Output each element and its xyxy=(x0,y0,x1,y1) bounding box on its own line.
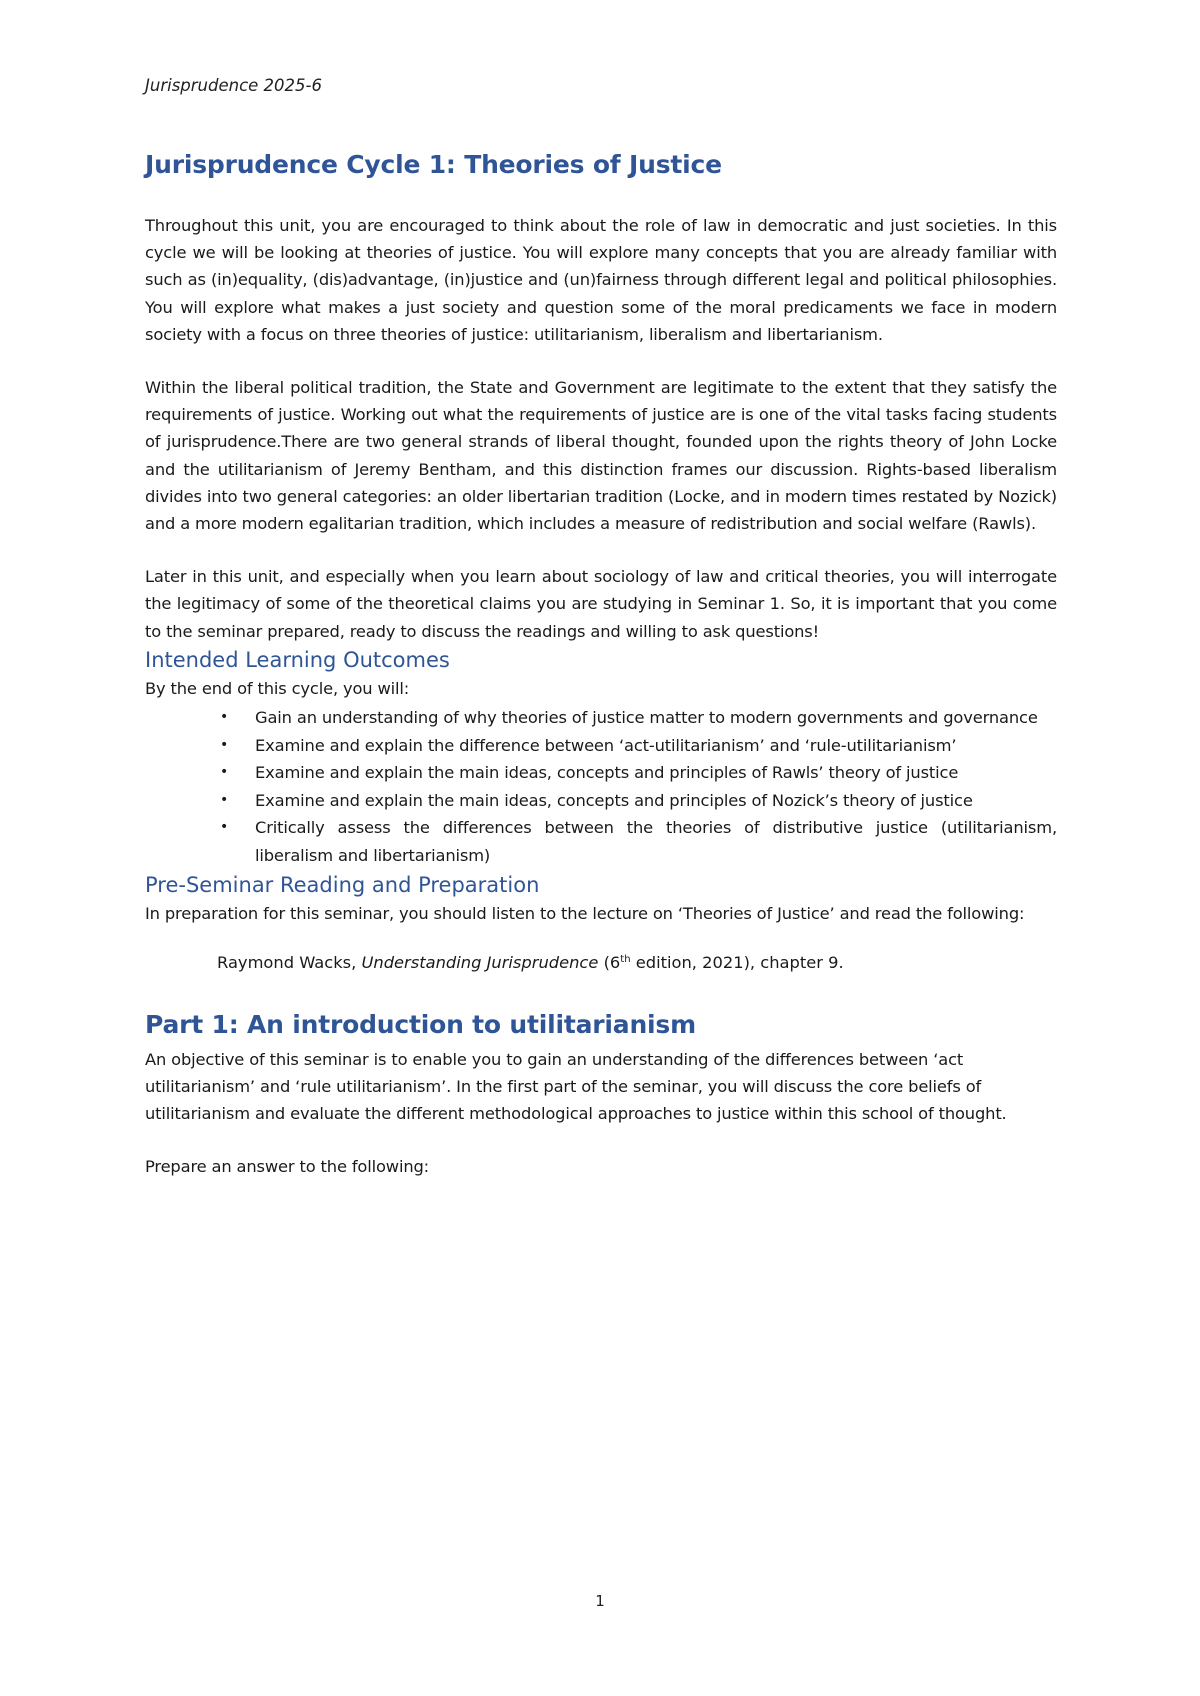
bullet-icon: • xyxy=(220,791,229,808)
citation-edition-post: edition, 2021), chapter 9. xyxy=(630,952,844,972)
citation-edition-pre: (6 xyxy=(598,952,621,972)
citation-edition-sup: th xyxy=(620,953,631,965)
page-number: 1 xyxy=(595,1592,605,1610)
citation-author: Raymond Wacks, xyxy=(217,952,362,972)
citation-book-title: Understanding Jurisprudence xyxy=(361,952,599,972)
list-item xyxy=(220,814,1057,869)
bullet-icon: • xyxy=(220,764,229,781)
list-item xyxy=(220,704,1057,732)
document-body xyxy=(145,148,1057,1181)
part1-heading: Part 1: An introduction to utilitarianism xyxy=(145,1009,696,1039)
bullet-icon: • xyxy=(220,709,229,726)
outcomes-heading: Intended Learning Outcomes xyxy=(145,647,450,672)
outcome-text: Examine and explain the difference between ‘act-utilitarianism’ and ‘rule-utilitarianism’ xyxy=(255,735,957,755)
outcomes-lead: By the end of this cycle, you will: xyxy=(145,678,410,698)
outcome-text: Examine and explain the main ideas, concepts and principles of Rawls’ theory of justice xyxy=(255,763,959,783)
part1-prompt: Prepare an answer to the following: xyxy=(145,1157,430,1177)
reading-citation xyxy=(217,949,1057,976)
outcomes-list xyxy=(145,704,1057,870)
intro-paragraph-3: Later in this unit, and especially when you learn about sociology of law and critical theories, you will interrogate the legitimacy of some of the theoretical claims you are studying in Seminar 1. So, it is important that you come to the seminar prepared, ready to discuss the readings and willing to ask questions! xyxy=(145,567,1057,641)
intro-paragraph-1: Throughout this unit, you are encouraged to think about the role of law in democratic and just societies. In this cycle we will be looking at theories of justice. You will explore many concepts that you are already familiar with such as (in)equality, (dis)advantage, (in)justice and (un)fairness through different legal and political philosophies. You will explore what makes a just society and question some of the moral predicaments we face in modern society with a focus on three theories of justice: utilitarianism, liberalism and libertarianism. xyxy=(145,216,1057,344)
intro-paragraph-2: Within the liberal political tradition, the State and Government are legitimate to the extent that they satisfy the requirements of justice. Working out what the requirements of justice are is one of the vital tasks facing students of jurisprudence.There are two general strands of liberal thought, founded upon the rights theory of John Locke and the utilitarianism of Jeremy Bentham, and this distinction frames our discussion. Rights-based liberalism divides into two general categories: an older libertarian tradition (Locke, and in modern times restated by Nozick) and a more modern egalitarian tradition, which includes a measure of redistribution and social welfare (Rawls). xyxy=(145,378,1057,534)
list-item xyxy=(220,787,1057,815)
outcome-text: Gain an understanding of why theories of justice matter to modern governments and governance xyxy=(255,708,1038,728)
outcome-text: Examine and explain the main ideas, concepts and principles of Nozick’s theory of justice xyxy=(255,790,973,810)
page-title: Jurisprudence Cycle 1: Theories of Justice xyxy=(145,150,722,179)
bullet-icon: • xyxy=(220,736,229,753)
list-item xyxy=(220,759,1057,787)
preparation-text: In preparation for this seminar, you should listen to the lecture on ‘Theories of Justice’ and read the following: xyxy=(145,903,1025,923)
part1-paragraph: An objective of this seminar is to enable you to gain an understanding of the differences between ‘act utilitarianism’ and ‘rule utilitarianism’. In the first part of the seminar, you will discuss the core beliefs of utilitarianism and evaluate the different methodological approaches to justice within this school of thought. xyxy=(145,1049,1007,1124)
running-header: Jurisprudence 2025-6 xyxy=(145,76,322,95)
list-item xyxy=(220,732,1057,760)
outcome-text: Critically assess the differences between the theories of distributive justice (utilitarianism, liberalism and libertarianism) xyxy=(255,818,1057,866)
bullet-icon: • xyxy=(220,819,229,836)
preparation-heading: Pre-Seminar Reading and Preparation xyxy=(145,872,540,897)
